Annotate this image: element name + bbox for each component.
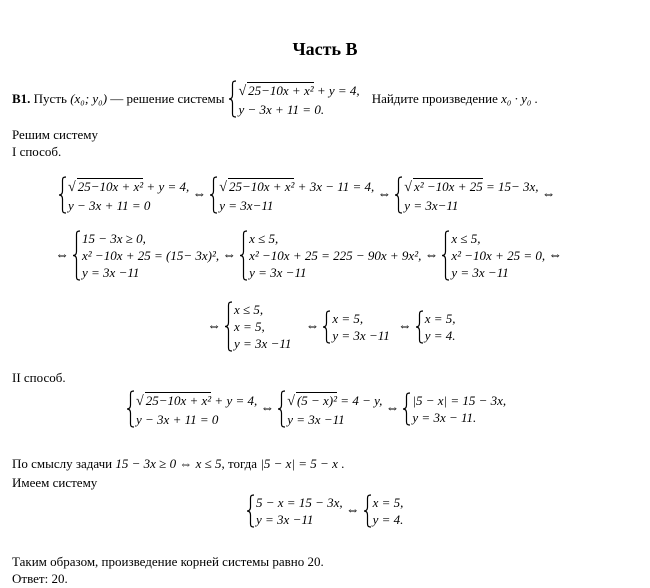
meaning-line: По смыслу задачи 15 − 3x ≥ 0 ⇔ x ≤ 5 , тогда |5 − x| = 5 − x . xyxy=(12,456,345,471)
brace xyxy=(224,301,233,352)
final-system-1: 5 − x = 15 − 3x, y = 3x −11 xyxy=(246,494,343,528)
brace xyxy=(394,176,403,214)
m1-system-6: x ≤ 5, x² −10x + 25 = 0, y = 3x −11 xyxy=(441,230,545,281)
m1-system-5: x ≤ 5, x² −10x + 25 = 225 − 90x + 9x², y = 3x −11 xyxy=(239,230,421,281)
page-title: Часть В xyxy=(292,39,358,59)
have-system: Имеем систему xyxy=(12,475,98,490)
problem-text-middle: — решение системы xyxy=(110,91,225,106)
m1-system-7: x ≤ 5, x = 5, y = 3x −11 xyxy=(224,301,291,352)
brace xyxy=(441,230,450,281)
brace xyxy=(246,494,255,528)
solve-heading: Решим систему xyxy=(12,127,98,142)
conclusion: Таким образом, произведение корней системы равно 20. xyxy=(12,554,324,569)
method2-label: II способ. xyxy=(12,370,66,385)
m2-system-2: √ (5 − x)² = 4 − y, y = 3x −11 xyxy=(277,390,382,428)
brace xyxy=(72,230,81,281)
brace xyxy=(209,176,218,214)
brace xyxy=(277,390,286,428)
m1-system-4: 15 − 3x ≥ 0, x² −10x + 25 = (15− 3x)², y = 3x −11 xyxy=(72,230,219,281)
problem-find: Найдите произведение xyxy=(371,91,498,106)
m2-system-1: √ 25−10x + x² + y = 4, y − 3x + 11 = 0 xyxy=(126,390,257,428)
brace xyxy=(126,390,135,428)
m1-system-3: √ x² −10x + 25 = 15− 3x, y = 3x−11 xyxy=(394,176,538,214)
final-row: 5 − x = 15 − 3x, y = 3x −11 ⇔ x = 5, y = 4. xyxy=(246,494,403,528)
method1-row2: ⇔ 15 − 3x ≥ 0, x² −10x + 25 = (15− 3x)², y = 3x −11 ⇔ x ≤ 5, x² −10x + 25 = 225 − 90x + 9x², y = 3x −11 ⇔ x ≤ 5, x² −10x + 25 = 0, y = 3x −11 ⇔ xyxy=(55,231,563,280)
brace xyxy=(415,310,424,344)
m1-system-9: x = 5, y = 4. xyxy=(415,310,456,344)
m1-system-1: √ 25−10x + x² + y = 4, y − 3x + 11 = 0 xyxy=(58,176,189,214)
m1-system-2: √ 25−10x + x² + 3x − 11 = 4, y = 3x−11 xyxy=(209,176,374,214)
m1-system-8: x = 5, y = 3x −11 xyxy=(322,310,389,344)
problem-label: В1. xyxy=(12,91,31,106)
problem-pair: (x₀; y₀) xyxy=(70,91,108,106)
method1-row3: ⇔ x ≤ 5, x = 5, y = 3x −11 ⇔ x = 5, y = 3x −11 ⇔ x = 5, y = 4. xyxy=(207,302,456,351)
problem-statement xyxy=(12,80,538,118)
brace xyxy=(322,310,331,344)
method2-row: √ 25−10x + x² + y = 4, y − 3x + 11 = 0 ⇔ √ (5 − x)² = 4 − y, y = 3x −11 ⇔ |5 − x| = 15 − 3x, y = 3x − 11. xyxy=(126,390,506,428)
method1-row1: √ 25−10x + x² + y = 4, y − 3x + 11 = 0 ⇔ √ 25−10x + x² + 3x − 11 = 4, y = 3x−11 ⇔ √ x² −10x + 25 = 15− 3x, y = 3x−11 ⇔ xyxy=(58,176,559,214)
brace xyxy=(239,230,248,281)
method1-label: I способ. xyxy=(12,144,62,159)
brace xyxy=(58,176,67,214)
answer: Ответ: 20. xyxy=(12,571,68,586)
brace xyxy=(228,80,237,118)
problem-text-before: Пусть xyxy=(33,91,67,106)
brace xyxy=(402,392,411,426)
brace xyxy=(363,494,372,528)
m2-system-3: |5 − x| = 15 − 3x, y = 3x − 11. xyxy=(402,392,506,426)
problem-product: x₀ · y₀ . xyxy=(501,91,538,106)
final-system-2: x = 5, y = 4. xyxy=(363,494,404,528)
problem-system: √ 25−10x + x² + y = 4, y − 3x + 11 = 0. xyxy=(228,80,359,118)
